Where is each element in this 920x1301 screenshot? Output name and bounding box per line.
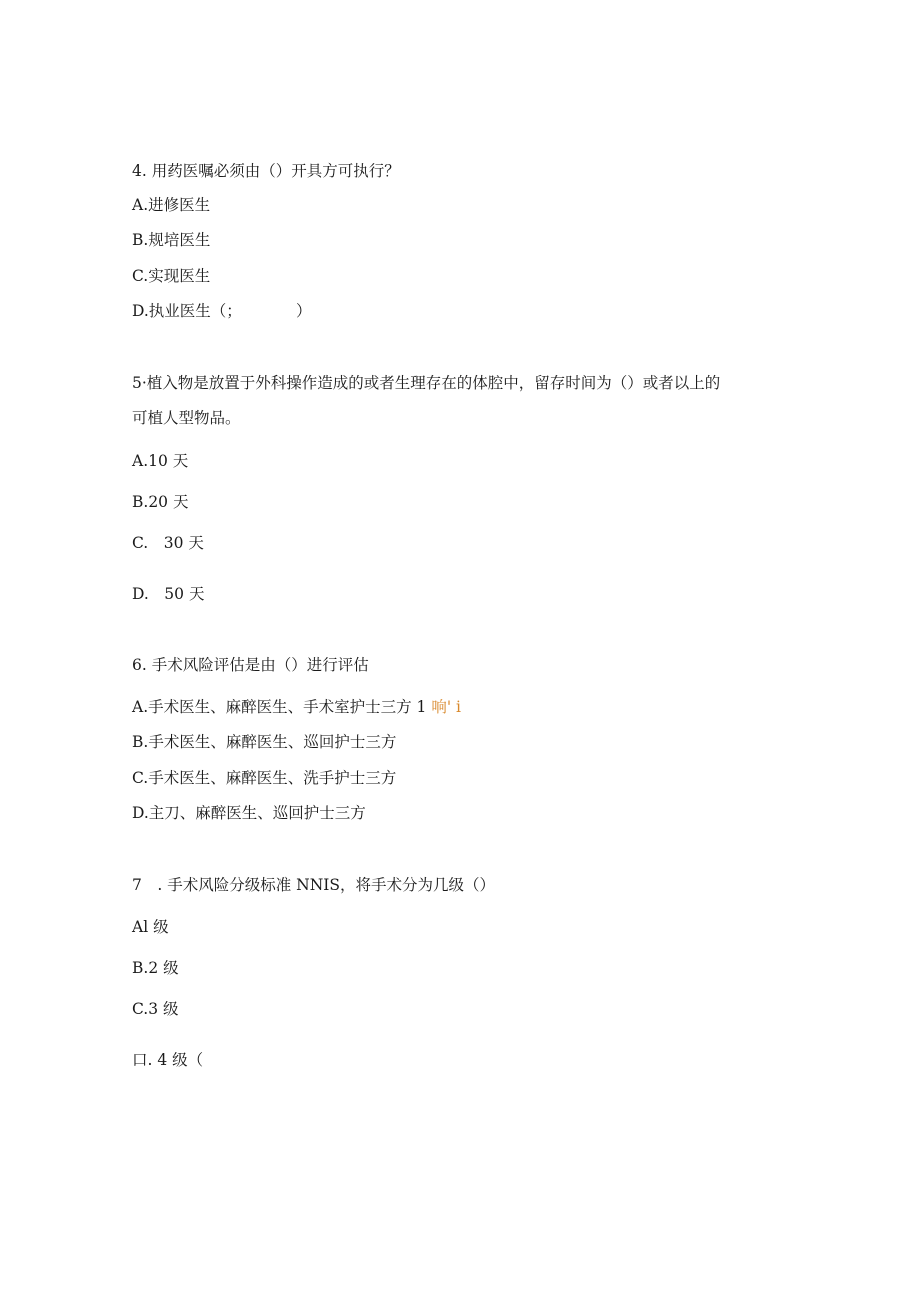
- question-4-option-b: B.规培医生: [132, 231, 211, 249]
- question-7-option-b: B.2 级: [132, 959, 179, 977]
- question-5-option-c: C. 30 天: [132, 534, 204, 552]
- question-6-option-a-text: A.手术医生、麻醉医生、手术室护士三方 1: [132, 698, 427, 716]
- question-6-option-a: [132, 697, 461, 717]
- question-4-option-a: A.进修医生: [132, 196, 211, 214]
- question-6-option-c: C.手术医生、麻醉医生、洗手护士三方: [132, 769, 397, 787]
- question-6-option-d: D.主刀、麻醉医生、巡回护士三方: [132, 804, 366, 822]
- question-7-option-c: C.3 级: [132, 1000, 179, 1018]
- question-4-stem: 4. 用药医嘱必须由（）开具方可执行？: [132, 162, 400, 180]
- question-4-option-d: D.执业医生（； ）: [132, 302, 312, 320]
- question-6-option-a-mark: 响' i: [431, 698, 462, 716]
- question-5-stem-line2: 可植人型物品。: [132, 409, 241, 427]
- question-7-stem: 7 . 手术风险分级标准 NNIS，将手术分为几级（）: [132, 876, 496, 894]
- question-6-stem: 6. 手术风险评估是由（）进行评估: [132, 656, 369, 674]
- question-7-option-d: 口. 4 级（: [132, 1051, 204, 1069]
- question-7-option-a: Al 级: [132, 918, 169, 936]
- question-5-option-a: A.10 天: [132, 452, 189, 470]
- question-5-option-b: B.20 天: [132, 493, 189, 511]
- question-5-option-d: D. 50 天: [132, 585, 205, 603]
- question-4-option-c: C.实现医生: [132, 267, 211, 285]
- question-6-option-b: B.手术医生、麻醉医生、巡回护士三方: [132, 733, 397, 751]
- question-5-stem-line1: 5·植入物是放置于外科操作造成的或者生理存在的体腔中，留存时间为（）或者以上的: [132, 374, 721, 392]
